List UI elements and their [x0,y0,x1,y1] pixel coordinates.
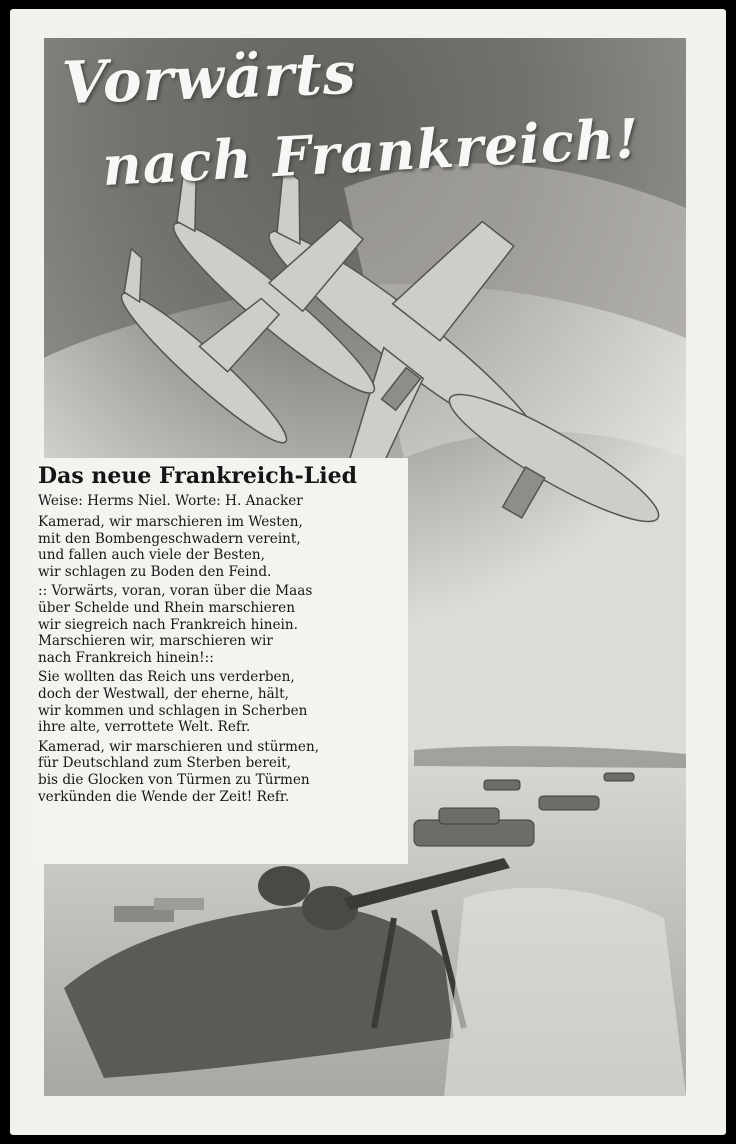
lyric-line: wir schlagen zu Boden den Feind. [38,563,272,580]
lyric-line: :: Vorwärts, voran, voran über die Maas [38,583,313,600]
lyric-line: und fallen auch viele der Besten, [38,547,265,564]
lyric-line: Kamerad, wir marschieren und stürmen, [38,738,320,755]
song-credits: Weise: Herms Niel. Worte: H. Anacker [38,493,303,509]
headline-line-1: Vorwärts [60,38,358,118]
lyric-line: bis die Glocken von Türmen zu Türmen [38,771,310,788]
lyric-line: Kamerad, wir marschieren im Westen, [38,514,303,530]
lyric-line: nach Frankreich hinein!:: [38,649,214,666]
lyric-line: doch der Westwall, der eherne, hält, [38,685,289,702]
stanza-2 [38,669,408,735]
stanza-refrain [38,583,408,666]
stanza-3 [38,739,408,805]
song-text-panel [38,458,408,864]
lyric-line: mit den Bombengeschwadern vereint, [38,530,301,547]
song-title: Das neue Frankreich-Lied [38,463,358,489]
lyric-line: für Deutschland zum Sterben bereit, [38,755,292,772]
lyric-line: verkünden die Wende der Zeit! Refr. [38,788,290,805]
stanza-1 [38,514,408,580]
lyric-line: wir kommen und schlagen in Scherben [38,702,308,719]
lyric-line: Marschieren wir, marschieren wir [38,633,273,650]
lyric-line: über Schelde und Rhein marschieren [38,599,295,616]
lyric-line: ihre alte, verrottete Welt. Refr. [38,719,251,736]
headline-line-2: nach Frankreich! [100,105,642,199]
lyric-line: Sie wollten das Reich uns verderben, [38,669,295,686]
lyric-line: wir siegreich nach Frankreich hinein. [38,616,298,633]
